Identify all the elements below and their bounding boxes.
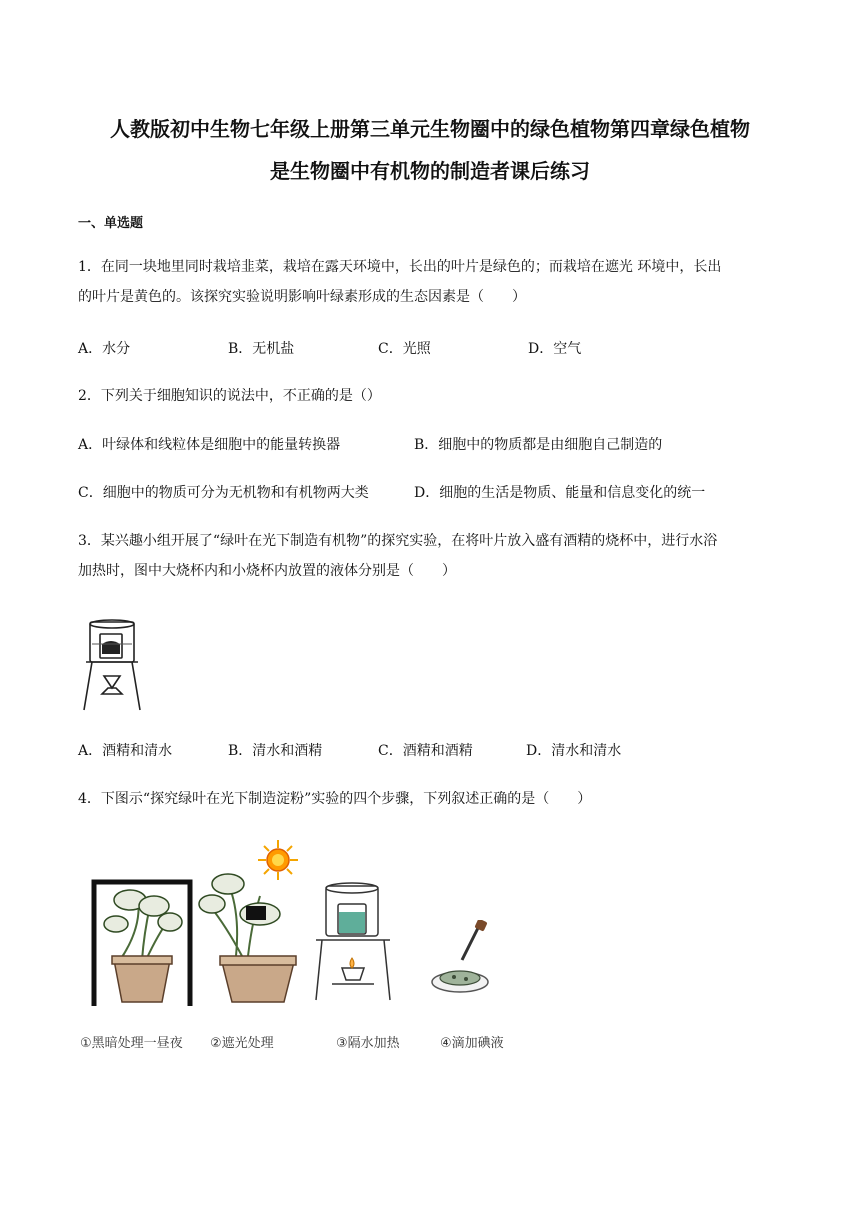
question-2-stem: 2．下列关于细胞知识的说法中，不正确的是（） bbox=[78, 388, 381, 404]
question-1-option-b[interactable]: B．无机盐 bbox=[228, 341, 295, 357]
step-2-caption: ②遮光处理 bbox=[210, 1036, 274, 1051]
question-1-line-2: 的叶片是黄色的。该探究实验说明影响叶绿素形成的生态因素是（ ） bbox=[78, 289, 526, 305]
question-1-line-1: 1．在同一块地里同时栽培韭菜，栽培在露天环境中，长出的叶片是绿色的；而栽培在遮光 环境中，长出 bbox=[78, 259, 722, 275]
question-3-option-b[interactable]: B．清水和酒精 bbox=[228, 743, 323, 759]
title-line-1: 人教版初中生物七年级上册第三单元生物圈中的绿色植物第四章绿色植物 bbox=[110, 117, 750, 141]
document-title bbox=[60, 108, 800, 192]
question-3-option-a[interactable]: A．酒精和清水 bbox=[78, 743, 173, 759]
question-3-option-c[interactable]: C．酒精和酒精 bbox=[378, 743, 473, 759]
step-3-caption: ③隔水加热 bbox=[336, 1036, 400, 1051]
section-heading: 一、单选题 bbox=[78, 216, 144, 231]
title-line-2: 是生物圈中有机物的制造者课后练习 bbox=[270, 159, 590, 183]
question-1-stem bbox=[78, 252, 784, 312]
question-2-option-a[interactable]: A．叶绿体和线粒体是细胞中的能量转换器 bbox=[78, 437, 341, 453]
question-2-option-c[interactable]: C．细胞中的物质可分为无机物和有机物两大类 bbox=[78, 485, 369, 501]
question-1-option-d[interactable]: D．空气 bbox=[528, 341, 582, 357]
question-3-line-2: 加热时，图中大烧杯内和小烧杯内放置的液体分别是（ ） bbox=[78, 563, 456, 579]
question-2-options-row-1 bbox=[78, 434, 784, 458]
water-bath-figure bbox=[80, 614, 144, 714]
question-1-option-c[interactable]: C．光照 bbox=[378, 341, 431, 357]
question-3-line-1: 3．某兴趣小组开展了“绿叶在光下制造有机物”的探究实验，在将叶片放入盛有酒精的烧杯中，进行水浴 bbox=[78, 533, 718, 549]
step-1-caption: ①黑暗处理一昼夜 bbox=[80, 1036, 183, 1051]
question-3-option-d[interactable]: D．清水和清水 bbox=[526, 743, 622, 759]
dark-treatment-figure bbox=[90, 878, 194, 1008]
iodine-drop-figure bbox=[428, 920, 492, 1000]
water-bath-heating-figure bbox=[312, 880, 394, 1004]
step-4-caption: ④滴加碘液 bbox=[440, 1036, 504, 1051]
question-4-stem: 4．下图示“探究绿叶在光下制造淀粉”实验的四个步骤，下列叙述正确的是（ ） bbox=[78, 791, 592, 807]
question-1-options bbox=[78, 338, 784, 362]
question-2-option-b[interactable]: B．细胞中的物质都是由细胞自己制造的 bbox=[414, 437, 663, 453]
question-2-options-row-2 bbox=[78, 482, 784, 506]
sun-icon bbox=[258, 840, 298, 880]
question-3-options bbox=[78, 740, 784, 764]
question-3-stem bbox=[78, 526, 784, 586]
shading-treatment-figure bbox=[196, 836, 308, 1004]
question-2-option-d[interactable]: D．细胞的生活是物质、能量和信息变化的统一 bbox=[414, 485, 706, 501]
question-1-option-a[interactable]: A．水分 bbox=[78, 341, 131, 357]
